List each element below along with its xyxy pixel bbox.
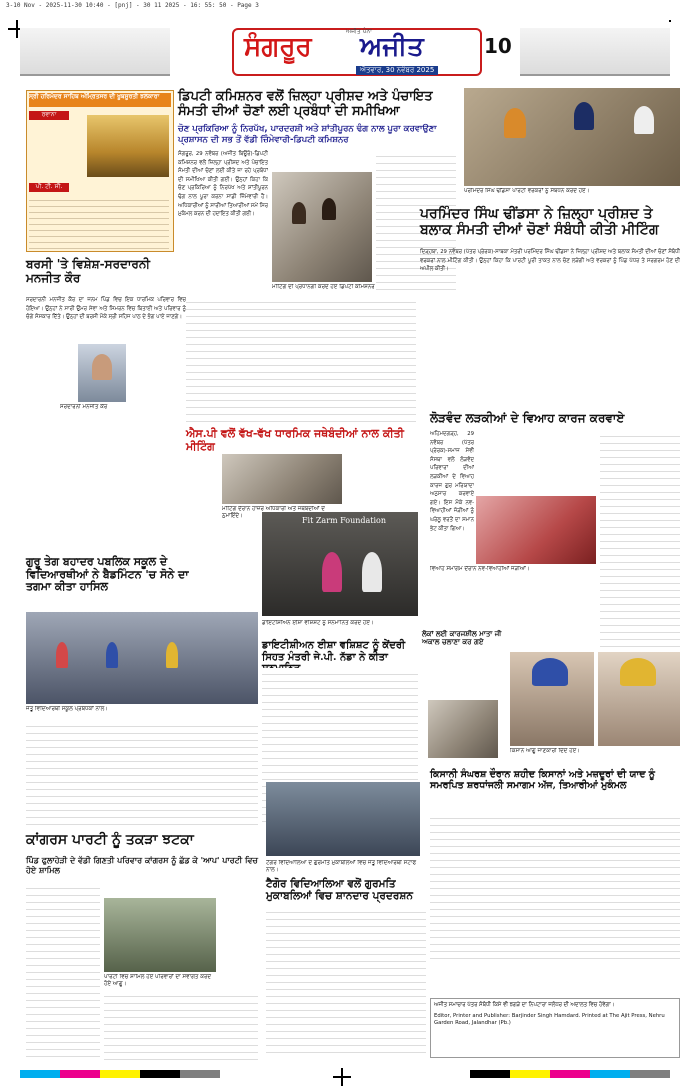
farmers-caption: ਕਿਸਾਨ ਆਗੂ ਜਾਣਕਾਰੀ ਦਿੰਦੇ ਹੋਏ। [510, 748, 580, 754]
dc-meeting-body: ਸੰਗਰੂਰ, 29 ਨਵੰਬਰ (ਅਜੀਤ ਬਿਊਰੋ)-ਡਿਪਟੀ ਕਮਿਸ਼ਨਰ ਵਲੋਂ ਜ਼ਿਲ੍ਹਾ ਪ੍ਰੀਸ਼ਦ ਅਤੇ ਪੰਚਾਇਤ ਸੰਮਤੀ ਦੀਆਂ ਚੋਣਾਂ ਲਈ ਕੀਤੇ ਜਾ ਰਹੇ ਪ੍ਰਬੰਧਾਂ ਦੀ ਸਮੀਖਿਆ ਕੀਤੀ ਗਈ। ਉਨ੍ਹਾਂ ਕਿਹਾ ਕਿ ਚੋਣ ਪ੍ਰਕਿਰਿਆ ਨੂੰ ਨਿਰਪੱਖ ਅਤੇ ਸ਼ਾਂਤੀਪੂਰਨ ਢੰਗ ਨਾਲ ਪੂਰਾ ਕਰਨਾ ਸਾਡੀ ਜ਼ਿੰਮੇਵਾਰੀ ਹੈ। ਅਧਿਕਾਰੀਆਂ ਨੂੰ ਸਾਰੀਆਂ ਤਿਆਰੀਆਂ ਸਮੇਂ ਸਿਰ ਮੁਕੰਮਲ ਕਰਨ ਦੀ ਹਦਾਇਤ ਕੀਤੀ ਗਈ। [178, 151, 268, 218]
registration-mark [333, 1068, 351, 1086]
marriage-body: ਅਹਿਮਦਗੜ੍ਹ, 29 ਨਵੰਬਰ (ਪੱਤਰ ਪ੍ਰੇਰਕ)-ਸਮਾਜ ਸੇਵੀ ਸੰਸਥਾ ਵਲੋਂ ਲੋੜਵੰਦ ਪਰਿਵਾਰਾਂ ਦੀਆਂ ਲੜਕੀਆਂ ਦੇ ਵਿਆਹ ਕਾਰਜ ਗੁਰ ਮਰਿਯਾਦਾ ਅਨੁਸਾਰ ਕਰਵਾਏ ਗਏ। ਇਸ ਮੌਕੇ ਨਵ-ਵਿਆਹੀਆਂ ਜੋੜੀਆਂ ਨੂੰ ਘਰੇਲੂ ਵਰਤੋਂ ਦਾ ਸਮਾਨ ਭੇਟ ਕੀਤਾ ਗਿਆ। [430, 431, 474, 532]
congress-body [26, 882, 100, 1062]
farmers-body [430, 812, 680, 962]
imprint-printer: Editor, Printer and Publisher: Barjinder Singh Hamdard. Printed at The Ajit Press, Nehru Garden Road, Jalandhar (Pb.) [434, 1013, 665, 1027]
sp-meeting-caption: ਮੀਟਿੰਗ ਦੌਰਾਨ ਹਾਜ਼ਰ ਅਧਿਕਾਰੀ ਅਤੇ ਜਥੇਬੰਦੀਆਂ ਦੇ ਨੁਮਾਇੰਦੇ। [222, 506, 325, 519]
tagore-photo [266, 782, 420, 856]
award-photo [262, 512, 418, 616]
golden-temple-photo [87, 115, 169, 177]
tagore-caption: ਟੈਗੋਰ ਵਿਦਿਆਲਿਆ ਦੇ ਗੁਰਮਤਿ ਮੁਕਾਬਲਿਆਂ ਵਿਚ ਜੇਤੂ ਵਿਦਿਆਰਥੀ ਸਟਾਫ ਨਾਲ। [266, 860, 417, 873]
skyline-right [520, 28, 670, 76]
brand-prefix: ਅਜੀਤ ਪੰਨਾ [346, 28, 372, 35]
skyline-left [20, 28, 170, 76]
award-caption: ਡਾਇਟੀਸ਼ੀਅਨ ਈਸ਼ਾ ਵਸ਼ਿਸ਼ਟ ਨੂੰ ਸਨਮਾਨਿਤ ਕਰਦੇ ਹੋਏ। [262, 620, 374, 626]
ad-box [26, 90, 174, 252]
imprint-box [430, 998, 680, 1058]
badminton-headline: ਗੁਰੂ ਤੇਗ ਬਹਾਦਰ ਪਬਲਿਕ ਸਕੂਲ ਦੇ ਵਿਦਿਆਰਥੀਆਂ ਨੇ ਬੈਡਮਿੰਟਨ 'ਚ ਸੋਨੇ ਦਾ ਤਗਮਾ ਕੀਤਾ ਹਾਸਿਲ [26, 555, 189, 594]
congress-headline: ਕਾਂਗਰਸ ਪਾਰਟੀ ਨੂੰ ਤਕੜਾ ਝਟਕਾ [26, 832, 194, 848]
dc-meeting-headline: ਡਿਪਟੀ ਕਮਿਸ਼ਨਰ ਵਲੋਂ ਜ਼ਿਲ੍ਹਾ ਪ੍ਰੀਸ਼ਦ ਅਤੇ ਪੰਚਾਇਤ ਸੰਮਤੀ ਦੀਆਂ ਚੋਣਾਂ ਲਈ ਪ੍ਰਬੰਧਾਂ ਦੀ ਸਮੀਖਿਆ [178, 89, 433, 119]
brand-logo [232, 28, 482, 76]
page-number: 10 [484, 34, 512, 58]
obit-headline: ਲੋਕਾਂ ਲਈ ਕਾਰਜਸ਼ੀਲ ਮਾਤਾ ਜੀ ਅਕਾਲ ਚਲਾਣਾ ਕਰ ਗਏ [422, 629, 502, 647]
dhindsa-headline: ਪਰਮਿੰਦਰ ਸਿੰਘ ਢੀਂਡਸਾ ਨੇ ਜ਼ਿਲ੍ਹਾ ਪ੍ਰੀਸ਼ਦ ਤੇ ਬਲਾਕ ਸੰਮਤੀ ਦੀਆਂ ਚੋਣਾਂ ਸੰਬੰਧੀ ਕੀਤੀ ਮੀਟਿੰਗ [420, 206, 659, 239]
brand-name: ਅਜੀਤ [360, 32, 424, 62]
tagore-body [266, 906, 426, 1056]
dc-meeting-caption: ਮੀਟਿੰਗ ਦੀ ਪ੍ਰਧਾਨਗੀ ਕਰਦੇ ਹੋਏ ਡਿਪਟੀ ਕਮਿਸ਼ਨਰ [272, 284, 375, 290]
middle-columns [186, 296, 416, 424]
dhindsa-caption: ਪਰਮਿੰਦਰ ਸਿੰਘ ਢੀਂਡਸਾ ਪਾਰਟੀ ਵਰਕਰਾਂ ਨੂੰ ਸੰਬੋਧਨ ਕਰਦੇ ਹੋਏ। [464, 188, 590, 194]
obit-photo [428, 700, 498, 758]
tagore-headline: ਟੈਗੋਰ ਵਿਦਿਆਲਿਆ ਵਲੋਂ ਗੁਰਮਤਿ ਮੁਕਾਬਲਿਆਂ ਵਿਚ ਸ਼ਾਨਦਾਰ ਪ੍ਰਦਰਸ਼ਨ [266, 878, 413, 903]
barsi-headline: ਬਰਸੀ 'ਤੇ ਵਿਸ਼ੇਸ਼-ਸਰਦਾਰਨੀ ਮਨਜੀਤ ਕੌਰ [26, 257, 150, 285]
marriage-caption: ਵਿਆਹ ਸਮਾਗਮ ਦੌਰਾਨ ਨਵ-ਵਿਆਹੀਆਂ ਜੋੜੀਆਂ। [430, 566, 530, 572]
color-bar [470, 1070, 670, 1078]
congress-body-2 [104, 990, 258, 1062]
farmers-headline: ਕਿਸਾਨੀ ਸੰਘਰਸ਼ ਦੌਰਾਨ ਸ਼ਹੀਦ ਕਿਸਾਨਾਂ ਅਤੇ ਮਜ਼ਦੂਰਾਂ ਦੀ ਯਾਦ ਨੂੰ ਸਮਰਪਿਤ ਸ਼ਰਧਾਂਜਲੀ ਸਮਾਗਮ ਅੱਜ, ਤਿਆਰੀਆਂ ਮੁਕੰਮਲ [430, 769, 655, 791]
badminton-caption: ਜੇਤੂ ਵਿਦਿਆਰਥੀ ਸਕੂਲ ਪ੍ਰਬੰਧਕਾਂ ਨਾਲ। [26, 706, 108, 712]
congress-subhead: ਪਿੰਡ ਫੁਲਾਹੇੜੀ ਦੇ ਵੱਡੀ ਗਿਣਤੀ ਪਰਿਵਾਰ ਕਾਂਗਰਸ ਨੂੰ ਛੱਡ ਕੇ 'ਆਪ' ਪਾਰਟੀ ਵਿਚ ਹੋਏ ਸ਼ਾਮਿਲ [26, 856, 258, 876]
congress-caption: ਪਾਰਟੀ ਵਿਚ ਸ਼ਾਮਿਲ ਹੋਏ ਪਰਿਵਾਰਾਂ ਦਾ ਸਵਾਗਤ ਕਰਦੇ ਹੋਏ ਆਗੂ। [104, 974, 212, 987]
marriage-photo [476, 496, 596, 564]
sp-meeting-headline: ਐਸ.ਪੀ ਵਲੋਂ ਵੱਖ-ਵੱਖ ਧਾਰਮਿਕ ਜਥੇਬੰਦੀਆਂ ਨਾਲ ਕੀਤੀ ਮੀਟਿੰਗ [186, 427, 404, 453]
congress-photo [104, 898, 216, 972]
ad-tag: ਰਵਾਨਾ [29, 111, 69, 120]
masthead [20, 22, 680, 80]
award-headline: ਡਾਇਟੀਸ਼ੀਅਨ ਈਸ਼ਾ ਵਸ਼ਿਸ਼ਟ ਨੂੰ ਕੇਂਦਰੀ ਸਿਹਤ ਮੰਤਰੀ ਜੇ.ਪੀ. ਨੱਡਾ ਨੇ ਕੀਤਾ [262, 640, 406, 663]
color-bar [20, 1070, 220, 1078]
dhindsa-photo [464, 88, 680, 186]
farmer-portrait-2 [598, 652, 680, 746]
badminton-photo [26, 612, 258, 704]
brand-city: ਸੰਗਰੂਰ [244, 32, 312, 62]
barsi-body: ਸਰਦਾਰਨੀ ਮਨਜੀਤ ਕੌਰ ਦਾ ਜਨਮ ਪਿੰਡ ਵਿਚ ਇਕ ਧਾਰਮਿਕ ਪਰਿਵਾਰ ਵਿਚ ਹੋਇਆ। ਉਨ੍ਹਾਂ ਨੇ ਸਾਰੀ ਉਮਰ ਸੇਵਾ ਅਤੇ ਸਿਮਰਨ ਵਿਚ ਬਿਤਾਈ ਅਤੇ ਪਰਿਵਾਰ ਨੂੰ ਚੰਗੇ ਸੰਸਕਾਰ ਦਿੱਤੇ। ਉਨ੍ਹਾਂ ਦੀ ਬਰਸੀ ਮੌਕੇ ਸ੍ਰੀ ਸਹਿਜ ਪਾਠ ਦੇ ਭੋਗ ਪਾਏ ਜਾਣਗੇ। [26, 297, 186, 321]
badminton-body [26, 720, 258, 830]
print-slug: 3-10 Nov - 2025-11-30 10:40 - [pnj] - 30 11 2025 - 16: 55: 50 - Page 3 [6, 2, 259, 9]
ad-title: ਸ੍ਰੀ ਹਰਿਮੰਦਰ ਸਾਹਿਬ ਅੰਮ੍ਰਿਤਸਰ ਦੀ ਖੂਬਸੂਰਤੀ ਝਲਕਾਰਾ [29, 93, 171, 107]
ad-text [29, 195, 169, 249]
award-banner: Fit Zarm Foundation [302, 516, 387, 525]
farmer-portrait-1 [510, 652, 594, 746]
ad-text [29, 123, 85, 175]
sp-meeting-photo [222, 454, 342, 504]
dhindsa-body: ਦਿੜ੍ਹਬਾ, 29 ਨਵੰਬਰ (ਪੱਤਰ ਪ੍ਰੇਰਕ)-ਸਾਬਕਾ ਮੰਤਰੀ ਪਰਮਿੰਦਰ ਸਿੰਘ ਢੀਂਡਸਾ ਨੇ ਜ਼ਿਲ੍ਹਾ ਪ੍ਰੀਸ਼ਦ ਅਤੇ ਬਲਾਕ ਸੰਮਤੀ ਦੀਆਂ ਚੋਣਾਂ ਸੰਬੰਧੀ ਵਰਕਰਾਂ ਨਾਲ ਮੀਟਿੰਗ ਕੀਤੀ। ਉਨ੍ਹਾਂ ਕਿਹਾ ਕਿ ਪਾਰਟੀ ਪੂਰੀ ਤਾਕਤ ਨਾਲ ਚੋਣ ਲੜੇਗੀ ਅਤੇ ਵਰਕਰਾਂ ਨੂੰ ਪਿੰਡ ਪੱਧਰ ਤੇ ਸਰਗਰਮ ਹੋਣ ਦੀ ਅਪੀਲ ਕੀਤੀ। [420, 249, 680, 273]
imprint-text: ਅਜੀਤ ਸਮਾਚਾਰ ਪੱਤਰ ਸੰਬੰਧੀ ਕਿਸੇ ਵੀ ਝਗੜੇ ਦਾ ਨਿਪਟਾਰਾ ਜਲੰਧਰ ਦੀ ਅਦਾਲਤ ਵਿਚ ਹੋਵੇਗਾ। [434, 1002, 615, 1008]
issue-date: ਐਤਵਾਰ, 30 ਨਵੰਬਰ 2025 [356, 66, 438, 75]
barsi-caption: ਸਰਦਾਰਨੀ ਮਨਜੀਤ ਕੌਰ [60, 404, 108, 410]
ad-tag: ਪੀ. ਟੀ. ਸੀ. [29, 183, 69, 192]
marriage-column [600, 430, 680, 670]
marriage-headline: ਲੋੜਵੰਦ ਲੜਕੀਆਂ ਦੇ ਵਿਆਹ ਕਾਰਜ ਕਰਵਾਏ [430, 411, 625, 425]
dc-meeting-subhead: ਚੋਣ ਪ੍ਰਕਿਰਿਆ ਨੂੰ ਨਿਰਪੱਖ, ਪਾਰਦਰਸ਼ੀ ਅਤੇ ਸ਼ਾਂਤੀਪੂਰਨ ਢੰਗ ਨਾਲ ਪੂਰਾ ਕਰਵਾਉਣਾ ਪ੍ਰਸ਼ਾਸਨ ਦੀ ਸਭ ਤੋਂ ਵੱਡੀ ਜ਼ਿੰਮੇਵਾਰੀ-ਡਿਪਟੀ ਕਮਿਸ਼ਨਰ [178, 124, 437, 146]
dc-meeting-photo [272, 172, 372, 282]
